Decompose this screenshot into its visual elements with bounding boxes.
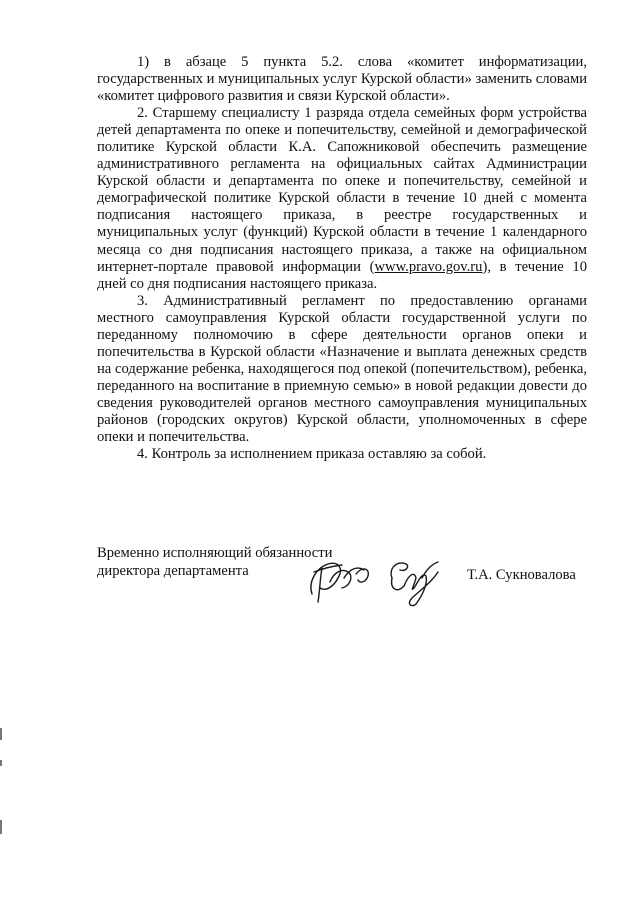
paragraph-2-text-before-link: 2. Старшему специалисту 1 разряда отдела семейных форм устройства детей департамента по опеке и попечительству, семейной и демографической политике Курской области К.А. Сапожниковой обеспечить размещение административного регламента на официальных сайтах Администрации Курской области и департамента по опеке и попечительству, семейной и демографической политике Курской области в течение 10 дней с момента подписания настоящего приказа, в реестре государственных и муниципальных услуг (функций) Курской области в течение 1 календарного месяца со дня подписания настоящего приказа, а также на официальном интернет-портале правовой информации (	[97, 105, 587, 275]
paragraph-3: 3. Административный регламент по предоставлению органами местного самоуправления Курской области государственной услуги по переданному полномочию в сфере деятельности органов опеки и попечительства в Курской области «Назначение и выплата денежных средств на содержание ребенка, находящегося под опекой (попечительством), ребенка, переданного на воспитание в приемную семью» в новой редакции довести до сведения руководителей органов местного самоуправления муниципальных районов (городских округов) Курской области, уполномоченных в сфере опеки и попечительства.	[97, 292, 587, 446]
handwritten-signature-icon	[298, 548, 458, 610]
scan-edge-mark	[0, 760, 2, 766]
signatory-title-line-1: Временно исполняющий обязанности	[97, 545, 333, 561]
paragraph-2-text-after-link: ), в течение 10 дней со дня подписания настоящего приказа.	[97, 258, 587, 292]
paragraph-1: 1) в абзаце 5 пункта 5.2. слова «комитет информатизации, государственных и муниципальных услуг Курской области» заменить словами «комитет цифрового развития и связи Курской области».	[97, 54, 587, 105]
paragraph-4: 4. Контроль за исполнением приказа оставляю за собой.	[137, 446, 487, 463]
signatory-title-line-2: директора департамента	[97, 562, 249, 579]
scan-edge-mark	[0, 728, 2, 740]
paragraph-2	[97, 105, 587, 293]
pravo-link[interactable]: www.pravo.gov.ru	[374, 258, 483, 275]
scan-edge-mark	[0, 820, 2, 834]
signatory-name: Т.А. Сукновалова	[467, 567, 576, 583]
document-body	[97, 54, 587, 463]
